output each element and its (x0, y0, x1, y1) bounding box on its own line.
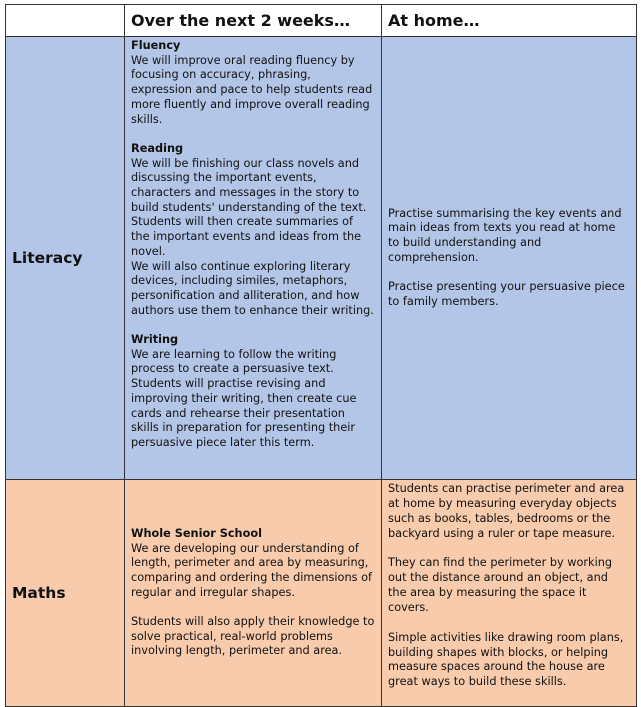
whole-school-text-2: Students will also apply their knowledge to solve practical, real-world problems involving length, perimeter and area. (131, 615, 375, 658)
literacy-home-2: Practise presenting your persuasive piece to family members. (388, 280, 625, 308)
reading-text-1: We will be finishing our class novels and discussing the important events, characters and messages in the story to build students' understanding of the text. Students will then create summaries of the important events and ideas from the novel. (131, 156, 367, 258)
writing-text: We are learning to follow the writing process to create a persuasive text. Students will practise revising and improving their writing, then create cue cards and rehearse their presentation skills in preparation for presenting their persuasive piece later this term. (131, 347, 357, 449)
whole-school-section (131, 527, 375, 601)
reading-heading: Reading (131, 141, 184, 155)
header-next-two-weeks: Over the next 2 weeks… (125, 5, 382, 37)
whole-school-text-1: We are developing our understanding of length, perimeter and area by measuring, comparing and ordering the dimensions of regular and irregular shapes. (131, 541, 372, 599)
learning-overview-table (5, 4, 637, 707)
fluency-text: We will improve oral reading fluency by focusing on accuracy, phrasing, expression and pace to help students read more fluently and improve overall reading skills. (131, 53, 373, 126)
literacy-subject: Literacy (6, 37, 125, 480)
maths-row (6, 480, 637, 707)
fluency-heading: Fluency (131, 39, 181, 52)
maths-subject: Maths (6, 480, 125, 707)
header-row (6, 5, 637, 37)
maths-home-cell (382, 480, 637, 707)
literacy-home-cell (382, 37, 637, 480)
writing-heading: Writing (131, 333, 179, 347)
maths-home-3: Simple activities like drawing room plans, building shapes with blocks, or helping measure spaces around the house are great ways to build these skills. (388, 630, 624, 689)
reading-text-2: We will also continue exploring literary devices, including similes, metaphors, personification and alliteration, and how authors use them to enhance their writing. (131, 259, 374, 317)
maths-home-1: Students can practise perimeter and area at home by measuring everyday objects such as books, tables, bedrooms or the backyard using a ruler or tape measure. (388, 482, 625, 540)
reading-section-continued (131, 260, 375, 319)
header-subject-cell (6, 5, 125, 37)
maths-home-2: They can find the perimeter by working out the distance around an object, and the area by measuring the space it covers. (388, 556, 613, 615)
maths-plan-cell (125, 480, 382, 707)
whole-school-heading: Whole Senior School (131, 526, 262, 540)
reading-section (131, 142, 375, 260)
literacy-home-1: Practise summarising the key events and main ideas from texts you read at home to build understanding and comprehension. (388, 206, 622, 264)
literacy-row (6, 37, 637, 480)
literacy-plan-cell (125, 37, 382, 480)
header-at-home: At home… (382, 5, 637, 37)
writing-section (131, 333, 375, 451)
fluency-section (131, 39, 375, 127)
